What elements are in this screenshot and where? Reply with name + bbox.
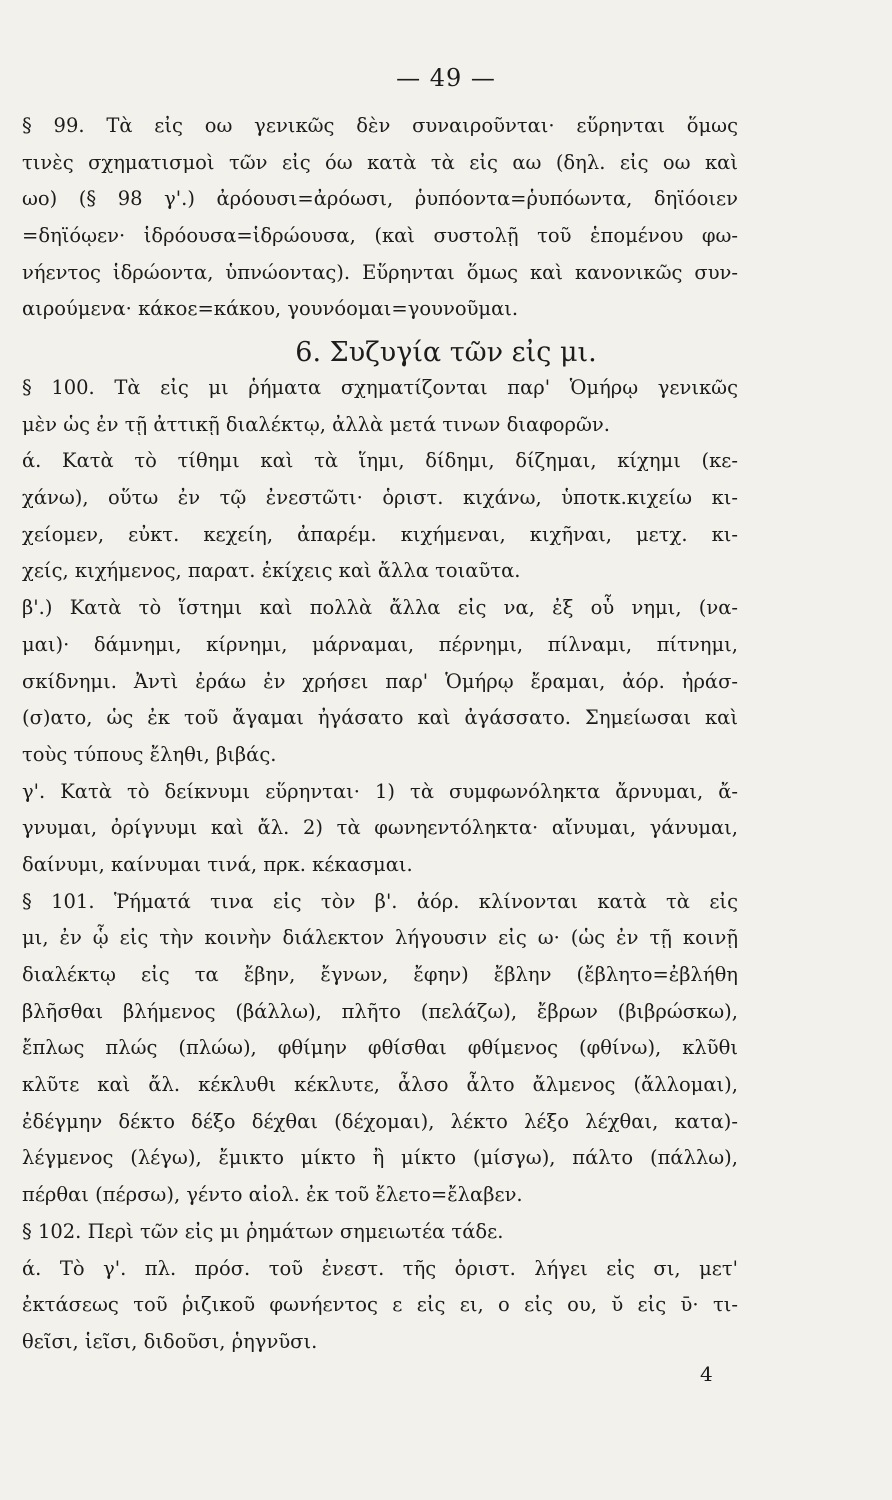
section-99-text bbox=[22, 108, 738, 328]
text-line: μαι)· δάμνημι, κίρνημι, μάρναμαι, πέρνημι, πίλναμι, πίτνημι, bbox=[22, 632, 738, 656]
text-line: θεῖσι, ἱεῖσι, διδοῦσι, ῥηγνῦσι. bbox=[22, 1329, 318, 1353]
text-line: λέγμενος (λέγω), ἔμικτο μίκτο ἢ μίκτο (μίσγω), πάλτο (πάλλω), bbox=[22, 1146, 738, 1170]
text-line: § 101. Ῥήματά τινα εἰς τὸν β'. ἀόρ. κλίνονται κατὰ τὰ εἰς bbox=[22, 889, 738, 913]
signature-mark: 4 bbox=[700, 1362, 713, 1386]
page-number: — 49 — bbox=[396, 64, 496, 92]
text-line: αιρούμενα· κάκοε=κάκου, γουνόομαι=γουνοῦμαι. bbox=[22, 297, 519, 321]
text-line: μὲν ὡς ἐν τῇ ἀττικῇ διαλέκτῳ, ἀλλὰ μετά τινων διαφορῶν. bbox=[22, 412, 610, 436]
text-line: β'.) Κατὰ τὸ ἵστημι καὶ πολλὰ ἄλλα εἰς να, ἐξ οὗ νημι, (να- bbox=[22, 596, 738, 620]
text-line: § 99. Τὰ εἰς οω γενικῶς δὲν συναιροῦνται· εὕρηνται ὅμως bbox=[22, 114, 738, 137]
text-line: ά. Κατὰ τὸ τίθημι καὶ τὰ ἵημι, δίδημι, δίζημαι, κίχημι (κε- bbox=[22, 449, 738, 473]
text-line: τινὲς σχηματισμοὶ τῶν εἰς όω κατὰ τὰ εἰς αω (δηλ. εἰς οω καὶ bbox=[22, 150, 738, 174]
section-heading: 6. Συζυγία τῶν εἰς μι. bbox=[295, 337, 597, 368]
text-line: νήεντος ἱδρώοντα, ὑπνώοντας). Εὕρηνται ὅμως καὶ κανονικῶς συν- bbox=[22, 260, 738, 284]
text-line: γνυμαι, ὀρίγνυμι καὶ ἄλ. 2) τὰ φωνηεντόληκτα· αἴνυμαι, γάνυμαι, bbox=[22, 816, 738, 840]
text-line: κλῦτε καὶ ἄλ. κέκλυθι κέκλυτε, ἆλσο ἆλτο ἄλμενος (ἄλλομαι), bbox=[22, 1073, 738, 1097]
text-line: (σ)ατο, ὡς ἐκ τοῦ ἄγαμαι ἠγάσατο καὶ ἀγάσσατο. Σημείωσαι καὶ bbox=[22, 706, 738, 730]
text-line: τοὺς τύπους ἔληθι, βιβάς. bbox=[22, 742, 277, 766]
text-line: βλῆσθαι βλήμενος (βάλλω), πλῆτο (πελάζω), ἔβρων (βιβρώσκω), bbox=[22, 999, 738, 1023]
text-line: χάνω), οὕτω ἐν τῷ ἐνεστῶτι· ὁριστ. κιχάνω, ὑποτκ.κιχείω κι- bbox=[22, 486, 738, 510]
text-line: γ'. Κατὰ τὸ δείκνυμι εὕρηνται· 1) τὰ συμφωνόληκτα ἄρνυμαι, ἄ- bbox=[22, 779, 738, 803]
text-line: χείς, κιχήμενος, παρατ. ἐκίχεις καὶ ἄλλα τοιαῦτα. bbox=[22, 559, 521, 583]
text-line: ἔπλως πλώς (πλώω), φθίμην φθίσθαι φθίμενος (φθίνω), κλῦθι bbox=[22, 1036, 738, 1060]
text-line: χείομεν, εὐκτ. κεχείη, ἀπαρέμ. κιχήμεναι, κιχῆναι, μετχ. κι- bbox=[22, 522, 738, 546]
text-line: διαλέκτῳ εἰς τα ἔβην, ἔγνων, ἔφην) ἔβλην (ἔβλητο=ἐβλήθη bbox=[22, 963, 738, 986]
text-line: πέρθαι (πέρσω), γέντο αἰολ. ἐκ τοῦ ἔλετο=ἔλαβεν. bbox=[22, 1183, 523, 1207]
text-line: ωο) (§ 98 γ'.) ἀρόουσι=ἀρόωσι, ῥυπόοντα=ῥυπόωντα, δηϊόοιεν bbox=[22, 187, 738, 211]
text-line: ἐδέγμην δέκτο δέξο δέχθαι (δέχομαι), λέκτο λέξο λέχθαι, κατα)- bbox=[22, 1109, 738, 1133]
text-line: ά. Τὸ γ'. πλ. πρόσ. τοῦ ἐνεστ. τῆς ὁριστ. λήγει εἰς σι, μετ' bbox=[22, 1256, 738, 1280]
text-line: σκίδνημι. Ἀντὶ ἐράω ἐν χρήσει παρ' Ὁμήρῳ ἔραμαι, ἀόρ. ἠράσ- bbox=[22, 669, 738, 693]
text-line: § 102. Περὶ τῶν εἰς μι ῥημάτων σημειωτέα τάδε. bbox=[22, 1219, 504, 1243]
text-line: § 100. Τὰ εἰς μι ῥήματα σχηματίζονται παρ' Ὁμήρῳ γενικῶς bbox=[22, 376, 738, 399]
text-line: μι, ἐν ᾧ εἰς τὴν κοινὴν διάλεκτον λήγουσιν εἰς ω· (ὡς ἐν τῇ κοινῇ bbox=[22, 926, 738, 950]
text-line: δαίνυμι, καίνυμαι τινά, πρκ. κέκασμαι. bbox=[22, 852, 413, 876]
text-line: =δηϊόῳεν· ἱδρόουσα=ἱδρώουσα, (καὶ συστολῇ τοῦ ἑπομένου φω- bbox=[22, 224, 738, 248]
text-line: ἐκτάσεως τοῦ ῥιζικοῦ φωνήεντος ε εἰς ει, ο εἰς ου, ῠ εἰς ῡ· τι- bbox=[22, 1293, 738, 1317]
sections-100-102-text bbox=[22, 370, 738, 1361]
